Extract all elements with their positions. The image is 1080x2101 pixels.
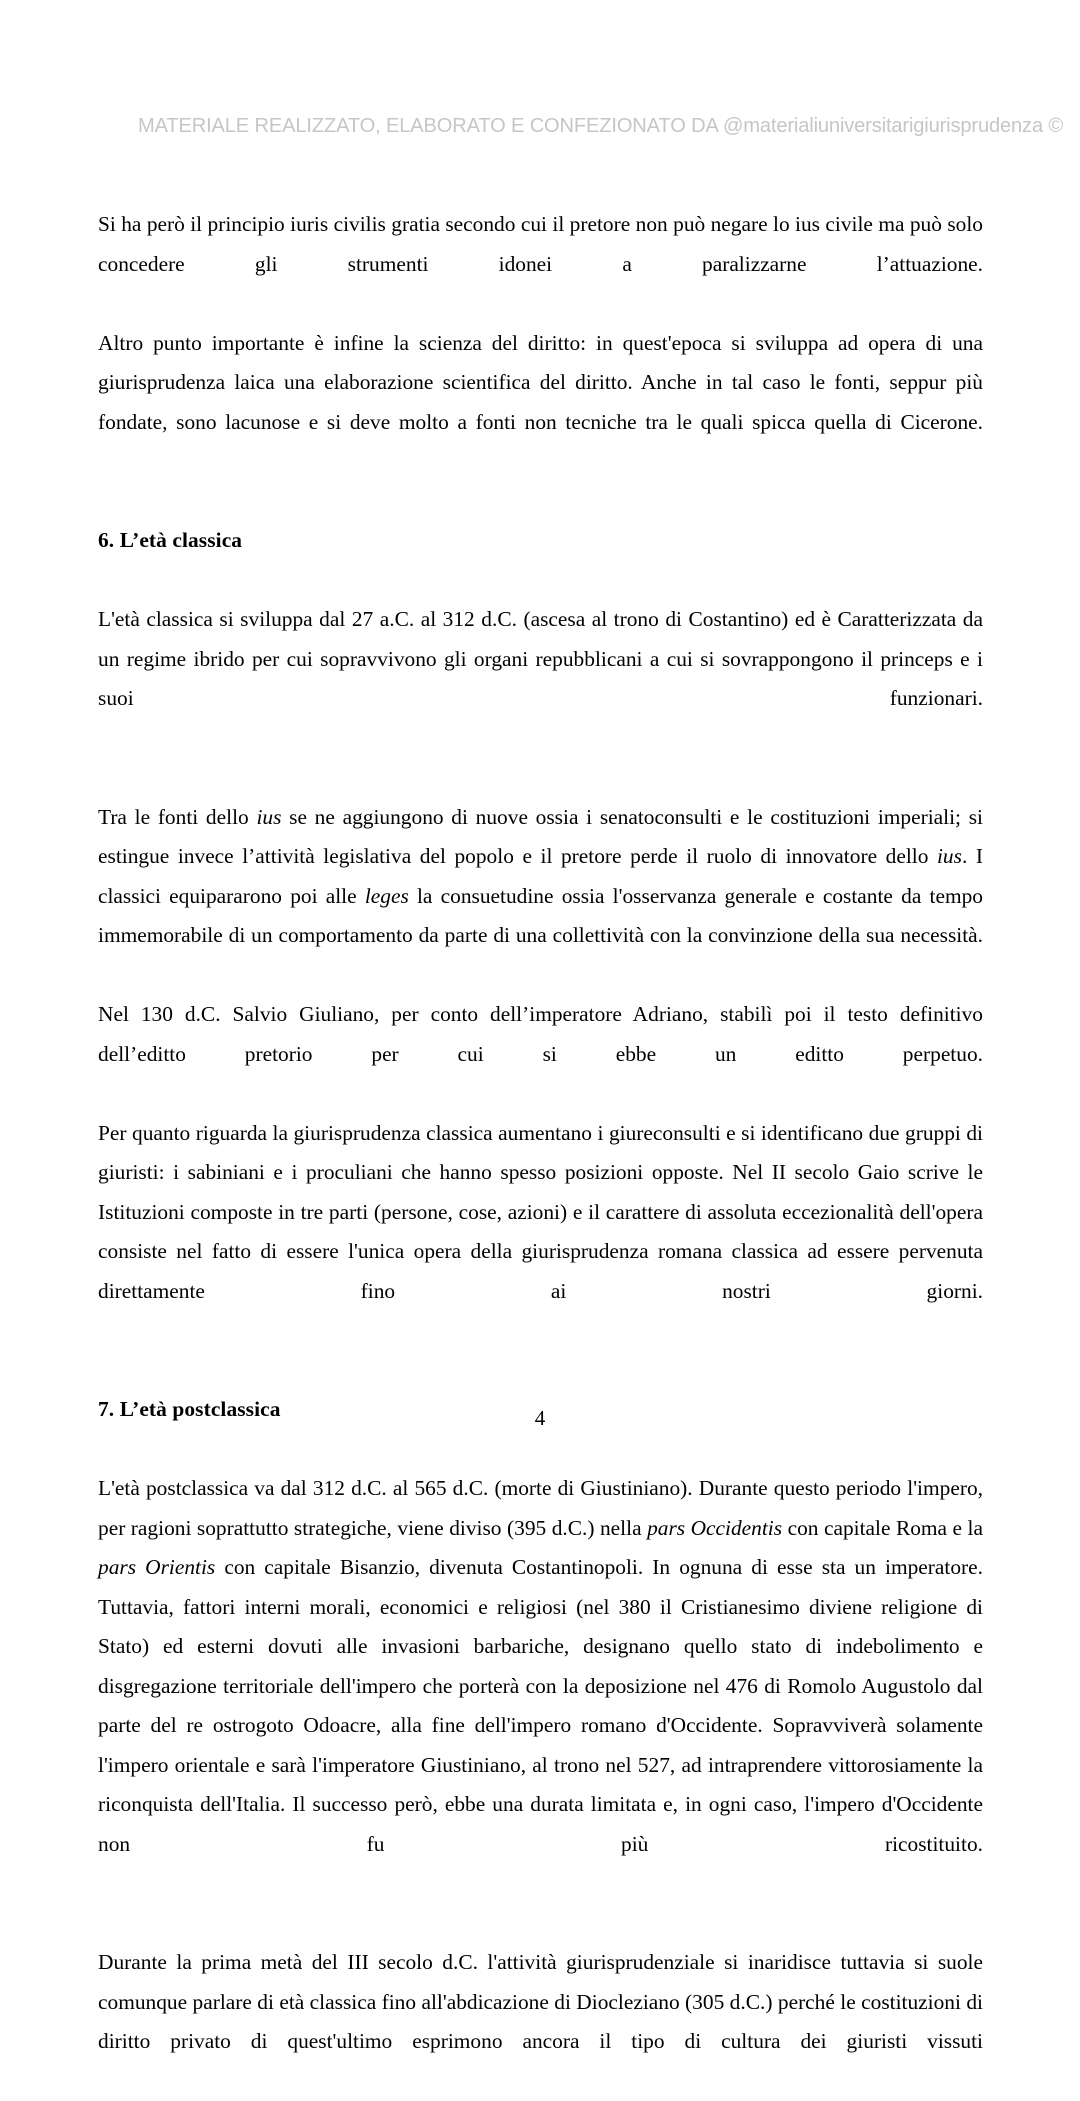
heading-spacer xyxy=(98,1430,983,1470)
paragraph-7-part-3: con capitale Bisanzio, divenuta Costantinopoli. In ognuna di esse sta un imperatore. Tuttavia, fattori interni morali, economici e religiosi (nel 380 il Cristianesimo diviene religione di Stato) ed esterni dovuti alle invasioni barbariche, designano quello stato di indebolimento e disgregazione territoriale dell'impero che porterà con la deposizione nel 476 di Romolo Augustolo dal parte del re ostrogoto Odoacre, alla fine dell'impero romano d'Occidente. Sopravviverà solamente l'impero orientale e sarà l'imperatore Giustiniano, al trono nel 527, ad intraprendere vittorosiamente la riconquista dell'Italia. Il successo però, ebbe una durata limitata e, in ogni caso, l'impero d'Occidente non fu più ricostituito. xyxy=(98,1555,983,1856)
paragraph-5: Nel 130 d.C. Salvio Giuliano, per conto dell’imperatore Adriano, stabilì poi il testo definitivo dell’editto pretorio per cui si ebbe un editto perpetuo. xyxy=(98,1002,983,1066)
paragraph-spacer xyxy=(98,482,983,522)
section-heading-6: 6. L’età classica xyxy=(98,528,243,552)
paragraph-spacer xyxy=(98,1904,983,1944)
paragraph-2: Altro punto importante è infine la scienza del diritto: in quest'epoca si sviluppa ad opera di una giurisprudenza laica una elaborazione scientifica del diritto. Anche in tal caso le fonti, seppur più fondate, sono lacunose e si deve molto a fonti non tecniche tra le quali spicca quella di Cicerone. xyxy=(98,330,983,434)
paragraph-8: Durante la prima metà del III secolo d.C. l'attività giurisprudenziale si inaridisce tuttavia si suole comunque parlare di età classica fino all'abdicazione di Diocleziano (305 d.C.) perché le costituzioni di diritto privato di quest'ultimo esprimono ancora il tipo di cultura dei giuristi vissuti xyxy=(98,1950,983,2053)
paragraph-7-part-1: L'età postclassica va dal 312 d.C. al 565 d.C. (morte di Giustiniano). Durante questo periodo l'impero, per ragioni soprattutto strategiche, viene diviso (395 d.C.) nella xyxy=(98,1476,983,1540)
paragraph-7-part-2: con capitale Roma e la xyxy=(782,1515,983,1540)
paragraph-1: Si ha però il principio iuris civilis gratia secondo cui il pretore non può negare lo ius civile ma può solo concedere gli strumenti idonei a paralizzarne l’attuazione. xyxy=(98,212,983,276)
paragraph-spacer xyxy=(98,1351,983,1391)
italic-term-pars-occidentis: pars Occidentis xyxy=(647,1515,783,1540)
paragraph-spacer xyxy=(98,758,983,798)
document-body xyxy=(98,205,983,2101)
paragraph-6: Per quanto riguarda la giurisprudenza classica aumentano i giureconsulti e si identificano due gruppi di giuristi: i sabiniani e i proculiani che hanno spesso posizioni opposte. Nel II secolo Gaio scrive le Istituzioni composte in tre parti (persone, cose, azioni) e il carattere di assoluta eccezionalità dell'opera consiste nel fatto di essere l'unica opera della giurisprudenza romana classica ad essere pervenuta direttamente fino ai nostri giorni. xyxy=(98,1120,983,1303)
paragraph-4 xyxy=(98,798,983,996)
page-number: 4 xyxy=(534,1406,546,1430)
italic-term-ius-2: ius xyxy=(936,844,962,868)
italic-term-leges: leges xyxy=(364,883,409,908)
section-heading-7: 7. L’età postclassica xyxy=(98,1397,281,1421)
paragraph-7 xyxy=(98,1469,983,1904)
paragraph-4-part-4: la consuetudine ossia l'osservanza generale e costante da tempo immemorabile di un comportamento da parte di una collettività con la convinzione della sua necessità. xyxy=(98,883,983,947)
italic-term-pars-orientis: pars Orientis xyxy=(98,1555,216,1579)
paragraph-4-part-2: se ne aggiungono di nuove ossia i senatoconsulti e le costituzioni imperiali; si estingue invece l’attività legislativa del popolo e il pretore perde il ruolo di innovatore dello xyxy=(98,804,983,868)
paragraph-4-part-1: Tra le fonti dello xyxy=(98,804,257,829)
heading-spacer xyxy=(98,561,983,601)
paragraph-3: L'età classica si sviluppa dal 27 a.C. al 312 d.C. (ascesa al trono di Costantino) ed è Caratterizzata da un regime ibrido per cui sopravvivono gli organi repubblicani a cui si sovrappongono il princeps e i suoi funzionari. xyxy=(98,607,983,710)
italic-term-ius-1: ius xyxy=(256,804,282,829)
header-watermark: MATERIALE REALIZZATO, ELABORATO E CONFEZIONATO DA @materialiuniversitarigiurisprudenza © xyxy=(138,114,1064,137)
paragraph-4-part-3: . I classici equipararono poi alle xyxy=(98,844,983,908)
